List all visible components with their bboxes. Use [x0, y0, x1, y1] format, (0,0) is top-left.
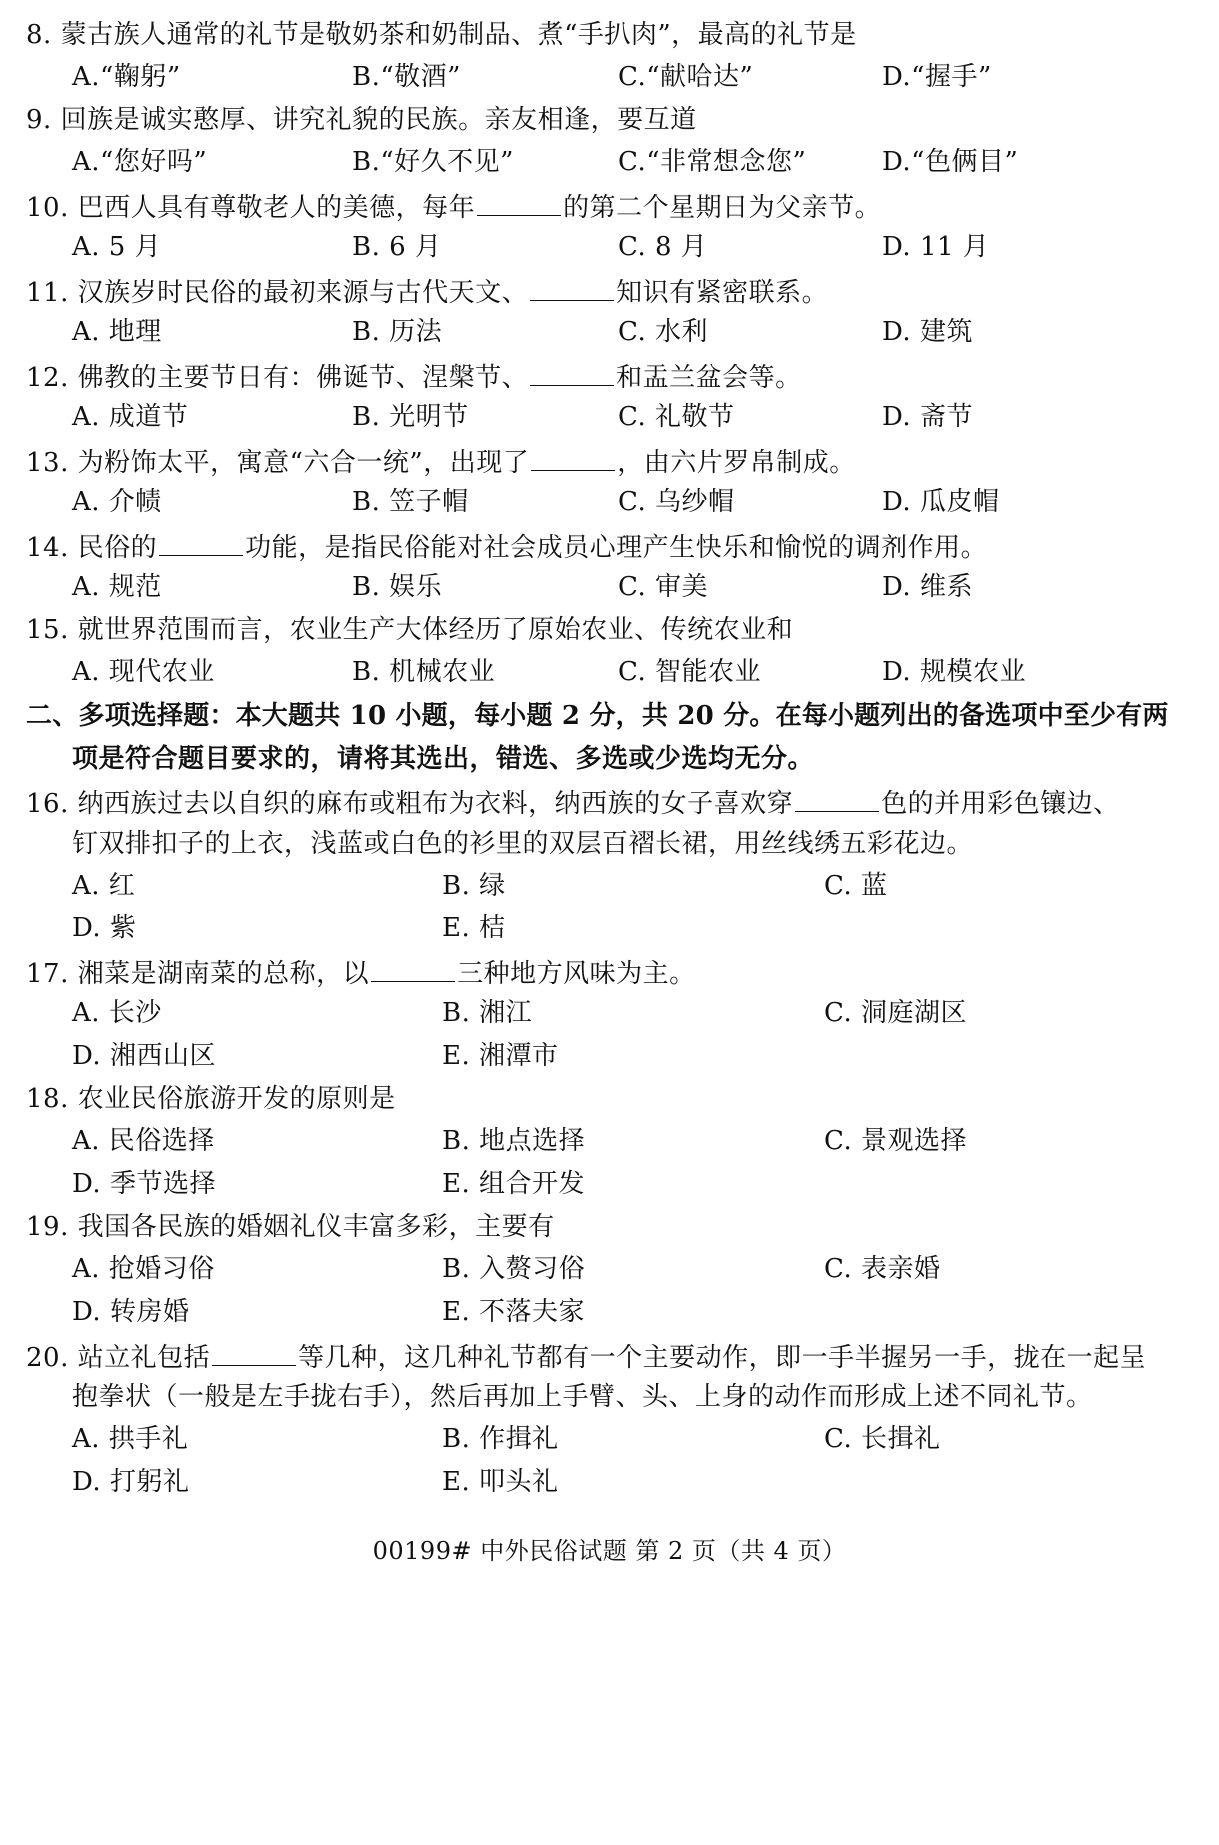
question-11	[26, 270, 1205, 310]
option-c: C. 表亲婚	[824, 1254, 941, 1284]
question-13-options	[72, 482, 1205, 522]
option-a: A. 长沙	[72, 998, 162, 1028]
question-text: 10. 巴西人具有尊敬老人的美德，每年	[26, 193, 476, 223]
option-d: D. 季节选择	[72, 1169, 216, 1199]
question-text: 16. 纳西族过去以自织的麻布或粗布为衣料，纳西族的女子喜欢穿	[26, 789, 794, 819]
question-text: 14. 民俗的	[26, 533, 158, 563]
question-17-options-row1	[72, 993, 1205, 1033]
option-a: A. 红	[72, 871, 136, 901]
question-10	[26, 185, 1205, 225]
option-b: B. 湘江	[442, 998, 533, 1028]
option-b: B. 机械农业	[352, 657, 496, 687]
question-18-options-row1	[72, 1121, 1205, 1161]
answer-blank	[530, 270, 614, 301]
option-b: B. 地点选择	[442, 1126, 586, 1156]
question-14-options	[72, 567, 1205, 607]
option-c: C. 智能农业	[618, 657, 761, 687]
option-d: D. 建筑	[882, 317, 973, 347]
option-a: A. 规范	[72, 572, 162, 602]
answer-blank	[795, 781, 879, 812]
question-text: 8. 蒙古族人通常的礼节是敬奶茶和奶制品、煮“手扒肉”，最高的礼节是	[26, 20, 857, 50]
question-text: 12. 佛教的主要节日有：佛诞节、涅槃节、	[26, 363, 529, 393]
question-text: 18. 农业民俗旅游开发的原则是	[26, 1084, 396, 1114]
option-a: A. 5 月	[72, 232, 162, 262]
option-b: B.“好久不见”	[352, 147, 514, 177]
question-text: 17. 湘菜是湖南菜的总称，以	[26, 959, 370, 989]
option-c: C. 8 月	[618, 232, 708, 262]
option-e: E. 桔	[442, 913, 506, 943]
option-a: A.“您好吗”	[72, 147, 208, 177]
question-20-options-row1	[72, 1419, 1205, 1459]
section-heading	[26, 696, 1205, 736]
option-d: D.“色俩目”	[882, 147, 1019, 177]
question-text: 20. 站立礼包括	[26, 1343, 211, 1373]
question-text-tail: 知识有紧密联系。	[616, 278, 829, 308]
question-12-options	[72, 397, 1205, 437]
question-16	[26, 781, 1205, 821]
answer-blank	[212, 1335, 296, 1366]
option-c: C.“献哈达”	[618, 62, 754, 92]
question-20-cont	[72, 1377, 1205, 1417]
option-b: B.“敬酒”	[352, 62, 461, 92]
question-8-options	[72, 57, 1205, 97]
question-10-options	[72, 227, 1205, 267]
question-20	[26, 1335, 1205, 1375]
option-b: B. 笠子帽	[352, 487, 469, 517]
question-17-options-row2	[72, 1036, 1205, 1076]
option-c: C. 景观选择	[824, 1126, 967, 1156]
answer-blank	[477, 185, 561, 216]
question-text-line2: 钉双排扣子的上衣，浅蓝或白色的衫里的双层百褶长裙，用丝线绣五彩花边。	[72, 829, 974, 859]
question-text: 15. 就世界范围而言，农业生产大体经历了原始农业、传统农业和	[26, 615, 794, 645]
section-heading-line2: 项是符合题目要求的，请将其选出，错选、多选或少选均无分。	[72, 744, 815, 774]
option-e: E. 不落夫家	[442, 1297, 586, 1327]
option-c: C. 审美	[618, 572, 708, 602]
question-14	[26, 525, 1205, 565]
question-text: 13. 为粉饰太平，寓意“六合一统”，出现了	[26, 448, 530, 478]
question-8	[26, 15, 1205, 55]
option-c: C. 洞庭湖区	[824, 998, 967, 1028]
option-d: D. 打躬礼	[72, 1467, 190, 1497]
option-a: A. 地理	[72, 317, 162, 347]
option-b: B. 绿	[442, 871, 506, 901]
question-text: 11. 汉族岁时民俗的最初来源与古代天文、	[26, 278, 529, 308]
option-b: B. 作揖礼	[442, 1424, 559, 1454]
section-heading-line1: 二、多项选择题：本大题共 10 小题，每小题 2 分，共 20 分。在每小题列出的备选项中至少有两	[26, 701, 1169, 731]
option-a: A. 介帻	[72, 487, 162, 517]
option-c: C. 水利	[618, 317, 708, 347]
question-15-options	[72, 652, 1205, 692]
question-17	[26, 951, 1205, 991]
option-b: B. 6 月	[352, 232, 442, 262]
question-19-options-row2	[72, 1292, 1205, 1332]
question-text-tail: 等几种，这几种礼节都有一个主要动作，即一手半握另一手，拢在一起呈	[298, 1343, 1147, 1373]
question-9-options	[72, 142, 1205, 182]
option-a: A. 抢婚习俗	[72, 1254, 215, 1284]
answer-blank	[531, 440, 615, 471]
question-text: 9. 回族是诚实憨厚、讲究礼貌的民族。亲友相逢，要互道	[26, 105, 697, 135]
question-text-tail: ，由六片罗帛制成。	[617, 448, 856, 478]
question-16-options-row2	[72, 908, 1205, 948]
option-a: A.“鞠躬”	[72, 62, 181, 92]
question-text-tail: 和盂兰盆会等。	[616, 363, 802, 393]
option-d: D. 11 月	[882, 232, 990, 262]
option-e: E. 湘潭市	[442, 1041, 559, 1071]
option-a: A. 拱手礼	[72, 1424, 189, 1454]
option-b: B. 娱乐	[352, 572, 443, 602]
question-15	[26, 610, 1205, 650]
option-a: A. 成道节	[72, 402, 189, 432]
option-d: D. 湘西山区	[72, 1041, 216, 1071]
question-9	[26, 100, 1205, 140]
option-b: B. 历法	[352, 317, 443, 347]
option-d: D. 紫	[72, 913, 137, 943]
option-d: D. 瓜皮帽	[882, 487, 1000, 517]
answer-blank	[530, 355, 614, 386]
question-16-cont	[72, 824, 1205, 864]
option-a: A. 现代农业	[72, 657, 215, 687]
option-c: C. 蓝	[824, 871, 888, 901]
answer-blank	[159, 525, 243, 556]
section-heading-cont	[72, 739, 1205, 779]
answer-blank	[371, 951, 455, 982]
option-d: D. 规模农业	[882, 657, 1026, 687]
question-13	[26, 440, 1205, 480]
question-text-tail: 功能，是指民俗能对社会成员心理产生快乐和愉悦的调剂作用。	[245, 533, 988, 563]
question-18	[26, 1079, 1205, 1119]
option-c: C. 乌纱帽	[618, 487, 735, 517]
option-c: C. 礼敬节	[618, 402, 735, 432]
question-text-line2: 抱拳状（一般是左手拢右手），然后再加上手臂、头、上身的动作而形成上述不同礼节。	[72, 1382, 1093, 1412]
question-16-options-row1	[72, 866, 1205, 906]
option-e: E. 组合开发	[442, 1169, 586, 1199]
option-e: E. 叩头礼	[442, 1467, 559, 1497]
option-d: D. 维系	[882, 572, 973, 602]
question-19	[26, 1207, 1205, 1247]
option-c: C.“非常想念您”	[618, 147, 807, 177]
option-b: B. 入赘习俗	[442, 1254, 586, 1284]
option-d: D. 转房婚	[72, 1297, 190, 1327]
question-text-tail: 的第二个星期日为父亲节。	[563, 193, 882, 223]
page-footer	[0, 1531, 1219, 1571]
option-b: B. 光明节	[352, 402, 469, 432]
option-d: D.“握手”	[882, 62, 992, 92]
question-text-tail: 三种地方风味为主。	[457, 959, 696, 989]
option-c: C. 长揖礼	[824, 1424, 941, 1454]
question-12	[26, 355, 1205, 395]
question-text: 19. 我国各民族的婚姻礼仪丰富多彩，主要有	[26, 1212, 555, 1242]
option-a: A. 民俗选择	[72, 1126, 215, 1156]
question-19-options-row1	[72, 1249, 1205, 1289]
question-20-options-row2	[72, 1462, 1205, 1502]
question-text-tail: 色的并用彩色镶边、	[881, 789, 1120, 819]
footer-text: 00199# 中外民俗试题 第 2 页（共 4 页）	[372, 1537, 847, 1565]
question-11-options	[72, 312, 1205, 352]
option-d: D. 斋节	[882, 402, 973, 432]
question-18-options-row2	[72, 1164, 1205, 1204]
